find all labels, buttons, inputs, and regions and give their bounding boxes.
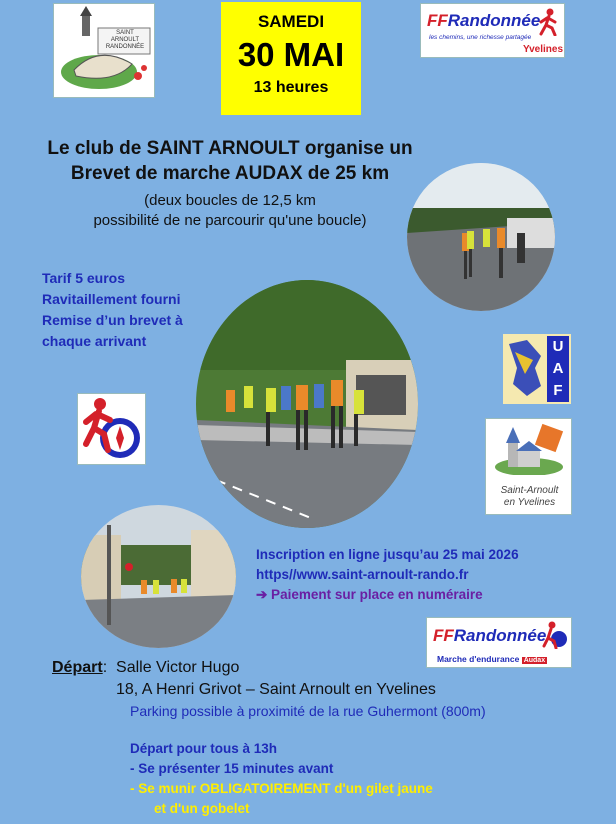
inscription-block [256, 545, 519, 605]
church-icon [494, 423, 564, 475]
saint-arnoult-line2: en Yvelines [503, 497, 556, 508]
ffr-top-ff: FF [427, 11, 448, 30]
uaf-letter-u: U [552, 338, 564, 355]
photo-group-walk [196, 280, 418, 528]
info-block [42, 268, 183, 352]
info-arrivant: chaque arrivant [42, 333, 147, 349]
club-logo [53, 3, 155, 98]
info-remise: Remise d’un brevet à [42, 312, 183, 328]
hiker-icon [537, 8, 561, 36]
ffr-top-region: Yvelines [523, 44, 564, 55]
uaf-letter-a: A [552, 360, 564, 377]
headline-line1: Le club de SAINT ARNOULT organise un [47, 138, 413, 159]
photo-walkers-road [407, 163, 555, 311]
inscription-payment: ➔ Paiement sur place en numéraire [256, 587, 483, 602]
date-box [221, 2, 361, 115]
parking-info: Parking possible à proximité de la rue Guhermont (800m) [130, 703, 486, 719]
inscription-url[interactable]: https//www.saint-arnoult-rando.fr [256, 567, 469, 582]
ffr-endurance-logo [426, 617, 572, 668]
ffr-bottom-brand: Randonnée [453, 626, 547, 645]
depart-place: Salle Victor Hugo [116, 659, 240, 676]
date-date: 30 MAI [237, 36, 345, 73]
depart-label: Départ [52, 659, 103, 676]
headline-line2: Brevet de marche AUDAX de 25 km [70, 163, 390, 184]
bottom-bullet-gilet: - Se munir OBLIGATOIREMENT d'un gilet jaune [130, 781, 433, 796]
saint-arnoult-logo [485, 418, 572, 515]
depart-address: 18, A Henri Grivot – Saint Arnoult en Yvelines [116, 681, 436, 698]
bottom-bullet-present: - Se présenter 15 minutes avant [130, 761, 334, 776]
club-logo-line1: SAINT [116, 30, 134, 36]
inscription-deadline: Inscription en ligne jusqu’au 25 mai 2026 [256, 547, 519, 562]
info-ravitaillement: Ravitaillement fourni [42, 291, 181, 307]
bottom-depart-time: Départ pour tous à 13h [130, 741, 278, 756]
info-tarif: Tarif 5 euros [42, 270, 125, 286]
uaf-letter-f: F [553, 382, 563, 399]
headline-sub2: possibilité de ne parcourir qu'une boucle) [93, 212, 367, 229]
ffr-bottom-tagline: Marche d'endurance [437, 654, 520, 664]
ffr-yvelines-logo [420, 3, 565, 58]
depart-block: Départ: Salle Victor Hugo 18, A Henri Grivot – Saint Arnoult en Yvelines [52, 657, 436, 701]
uaf-logo [503, 334, 571, 404]
hiker-icon [541, 621, 569, 649]
griffin-icon [505, 338, 543, 400]
photo-village-street [81, 505, 236, 648]
club-logo-line2: ARNOULT [110, 37, 140, 43]
ffr-top-brand: Randonnée [447, 11, 541, 30]
ffr-top-tagline: les chemins, une richesse partagée [429, 34, 532, 41]
headline-sub1: (deux boucles de 12,5 km [144, 192, 316, 209]
ffr-bottom-ff: FF [433, 626, 454, 645]
saint-arnoult-line1: Saint-Arnoult [500, 485, 559, 496]
club-logo-line3: RANDONNÉE [105, 44, 145, 50]
ffr-bottom-badge: Audax [523, 657, 546, 664]
date-time: 13 heures [253, 79, 329, 96]
hiker-compass-logo [77, 393, 146, 465]
date-day: SAMEDI [257, 12, 325, 31]
bottom-bullet-gobelet: et d'un gobelet [154, 801, 250, 816]
bottom-instructions [130, 739, 433, 819]
